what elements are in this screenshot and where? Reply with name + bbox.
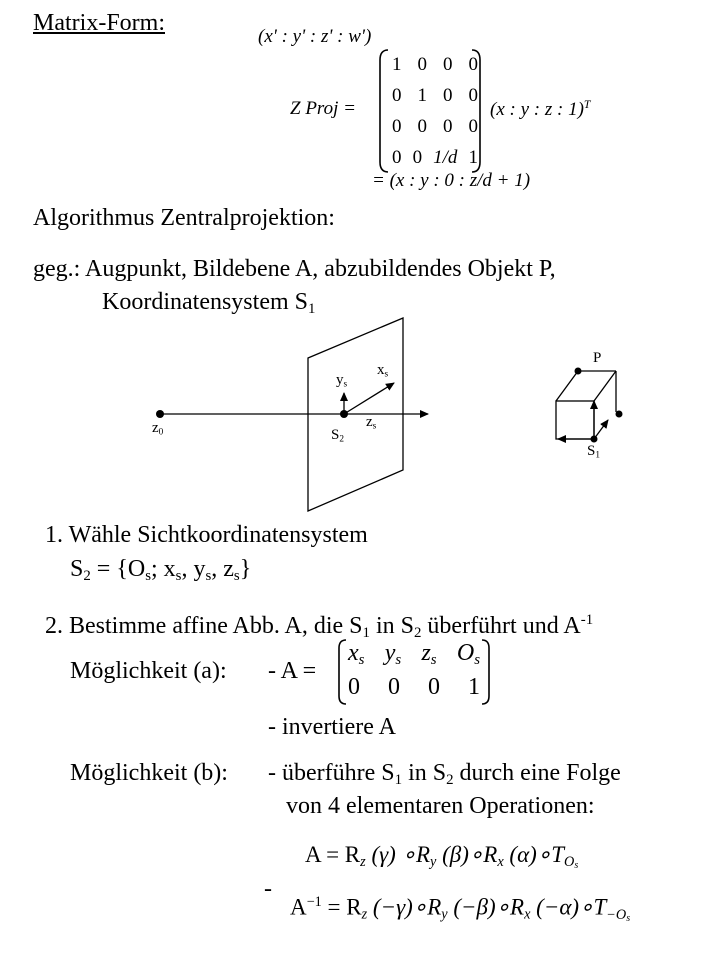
matrix-cell: 0 — [417, 54, 427, 75]
matrix-cell — [348, 640, 364, 674]
option-b-text-b: in S — [402, 760, 447, 786]
step1-line2 — [70, 556, 251, 585]
zs-label — [366, 414, 376, 432]
option-a-label: Möglichkeit (a): — [70, 658, 227, 684]
matrix-cell: 1 — [392, 54, 402, 75]
cube-object — [556, 371, 616, 439]
formula-sub: x — [524, 906, 531, 923]
s1-sub: 1 — [595, 450, 600, 461]
xs-label — [377, 362, 388, 380]
step2-sub2: 2 — [413, 625, 422, 642]
option-b-sub2: 2 — [446, 772, 454, 789]
zs-sub: s — [233, 568, 240, 585]
matrix-cell: 1 — [417, 85, 427, 106]
cube-corner-point — [616, 411, 623, 418]
matrix-cell: 0 — [443, 54, 453, 75]
s2-label — [331, 427, 344, 445]
list-dash: - — [264, 876, 272, 902]
matrix-cell: 0 — [468, 85, 478, 106]
s1-z-axis — [594, 420, 608, 439]
matrix-cell: 0 — [417, 116, 427, 137]
cell-text: x — [348, 640, 359, 666]
s1-text: S — [587, 443, 596, 459]
cell-sub: s — [474, 652, 480, 669]
formula-a-inv-sup: −1 — [306, 894, 322, 910]
matrix-cell: 1 — [468, 674, 480, 700]
result-vector: = (x : y : 0 : z/d + 1) — [372, 170, 531, 191]
step2-line — [45, 612, 593, 642]
step2-text-c: überführt und A — [421, 612, 581, 639]
s2-text: S — [331, 427, 340, 443]
zs-text: z — [366, 414, 373, 430]
formula-sub: z — [361, 906, 368, 923]
option-b-label: Möglichkeit (b): — [70, 760, 228, 786]
ys-text: , y — [181, 556, 206, 582]
step2-text-b: in S — [369, 612, 414, 639]
option-b-sub1: 1 — [394, 772, 403, 789]
formula-term: (−α)∘T — [530, 894, 607, 920]
invert-step: - invertiere A — [268, 714, 396, 740]
xs-sub: s — [384, 369, 389, 380]
option-b-line2: von 4 elementaren Operationen: — [286, 793, 595, 819]
output-vector: (x' : y' : z' : w') — [258, 26, 372, 47]
os-sub: s — [145, 568, 151, 585]
cell-sub: s — [358, 652, 365, 669]
ys-sub: s — [343, 379, 348, 390]
ys-text: y — [336, 372, 344, 388]
step2-sub1: 1 — [362, 625, 370, 642]
cell-text: z — [421, 640, 431, 666]
formula-sub: z — [360, 853, 366, 870]
formula-term: (−γ)∘R — [367, 894, 442, 920]
option-b-text-a: - überführe S — [268, 760, 395, 786]
matrix-cell — [421, 640, 436, 674]
zs-sub: s — [372, 421, 377, 432]
matrix-cell: 0 — [443, 85, 453, 106]
p-label: P — [593, 350, 602, 366]
xs-sub: s — [175, 568, 182, 585]
formula-term: (β)∘R — [436, 842, 498, 867]
s1-origin — [591, 436, 598, 443]
formula-sub: y — [430, 853, 437, 870]
matrix-row — [348, 640, 480, 674]
formula-term: (γ) ∘R — [365, 842, 431, 867]
given-line-1: geg.: Augpunkt, Bildebene A, abzubildendes Objekt P, — [33, 256, 556, 282]
xs-text: x — [377, 362, 385, 378]
z0-sub: 0 — [158, 427, 164, 438]
formula-a-inv-lhs: A — [290, 894, 307, 920]
option-a-eq: - A = — [268, 658, 317, 684]
matrix-cell: 1 — [468, 147, 478, 168]
matrix-cell: 0 — [392, 147, 402, 168]
matrix-cell: 0 — [428, 674, 440, 700]
matrix-cell: 1/d — [433, 147, 458, 168]
matrix-cell: 0 — [468, 116, 478, 137]
s2-sub: 2 — [83, 568, 91, 585]
step2-sup: -1 — [580, 612, 594, 628]
s1-label — [587, 443, 600, 461]
matrix-row — [348, 674, 480, 708]
option-a-matrix — [348, 640, 480, 708]
ys-label — [336, 372, 347, 390]
z0-label — [152, 420, 163, 438]
cell-text: O — [456, 640, 475, 666]
transpose-sup: T — [583, 98, 591, 111]
cell-text: y — [384, 640, 396, 666]
matrix-cell — [457, 640, 480, 674]
formula-a-inv-eq: = R — [321, 894, 362, 920]
given-line-2-text: Koordinatensystem S — [102, 289, 308, 315]
z0-text: z — [152, 420, 159, 436]
matrix-cell: 0 — [412, 147, 423, 168]
matrix-cell: 0 — [392, 116, 402, 137]
matrix-cell — [385, 640, 401, 674]
zproj-label: Z Proj = — [290, 98, 356, 119]
given-line-2-sub: 1 — [307, 301, 316, 318]
formula-term: (−β)∘R — [447, 894, 525, 920]
ys-sub: s — [205, 568, 212, 585]
formula-sub: x — [497, 853, 504, 870]
cell-sub: s — [395, 652, 402, 669]
eye-point — [156, 410, 164, 418]
step2-text-a: 2. Bestimme affine Abb. A, die S — [45, 612, 363, 639]
step1-line1: 1. Wähle Sichtkoordinatensystem — [45, 522, 368, 548]
formula-a — [305, 842, 578, 871]
formula-sub: y — [441, 906, 448, 923]
matrix-cell: 0 — [392, 85, 402, 106]
matrix-cell: 0 — [443, 116, 453, 137]
point-p — [575, 368, 582, 375]
eq-text: = {O — [90, 556, 146, 582]
input-vector-text: (x : y : z : 1) — [490, 99, 584, 121]
formula-sub: Os — [564, 853, 579, 871]
matrix-form-title: Matrix-Form: — [33, 10, 165, 36]
close-brace: } — [239, 556, 252, 582]
formula-a-inverse — [290, 894, 630, 924]
zs-text: , z — [211, 556, 234, 582]
matrix-cell: 0 — [468, 54, 478, 75]
matrix-cell: 0 — [388, 674, 400, 700]
algorithm-title: Algorithmus Zentralprojektion: — [33, 205, 335, 231]
s2-sub: 2 — [339, 434, 344, 445]
formula-a-lhs: A = R — [305, 842, 361, 867]
option-b-text-c: durch eine Folge — [453, 760, 621, 786]
formula-term: (α)∘T — [503, 842, 565, 867]
formula-sub: −Os — [606, 906, 631, 924]
matrix-cell: 0 — [348, 674, 360, 700]
xs-text: ; x — [150, 556, 176, 582]
cell-sub: s — [430, 652, 437, 669]
option-b-line1 — [268, 760, 621, 789]
s2-text: S — [70, 556, 84, 582]
